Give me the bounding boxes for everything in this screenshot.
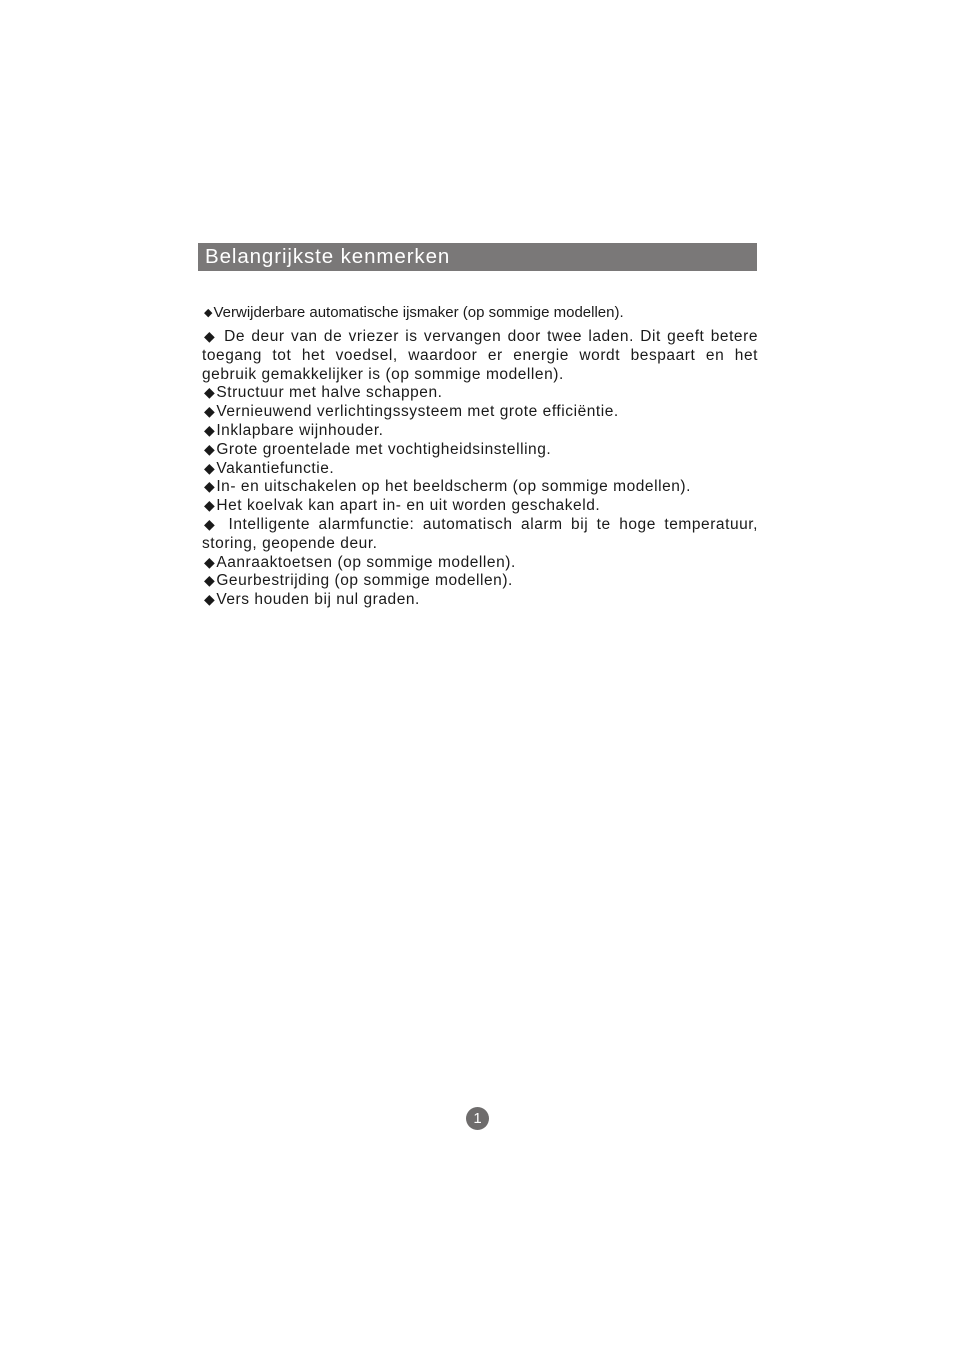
feature-item-wine-holder bbox=[202, 422, 758, 441]
feature-item-fridge-switch bbox=[202, 497, 758, 516]
diamond-bullet-icon: ◆ bbox=[204, 554, 216, 571]
feature-list bbox=[202, 304, 758, 610]
diamond-bullet-icon: ◆ bbox=[204, 329, 217, 345]
diamond-bullet-icon: ◆ bbox=[204, 592, 216, 609]
feature-item-display-switch bbox=[202, 478, 758, 497]
diamond-bullet-icon: ◆ bbox=[204, 460, 216, 477]
section-title: Belangrijkste kenmerken bbox=[205, 244, 451, 268]
feature-item-odor-control bbox=[202, 572, 758, 591]
diamond-bullet-icon: ◆ bbox=[204, 441, 216, 458]
feature-text: Intelligente alarmfunctie: automatisch alarm bij te hoge temperatuur, storing, geopende deur. bbox=[202, 515, 759, 552]
feature-item-half-shelves bbox=[202, 384, 758, 403]
diamond-bullet-icon: ◆ bbox=[204, 422, 216, 439]
feature-item-ice-maker bbox=[202, 304, 758, 322]
feature-item-holiday-mode bbox=[202, 460, 758, 479]
feature-text: Inklapbare wijnhouder. bbox=[216, 421, 384, 439]
feature-text: Geurbestrijding (op sommige modellen). bbox=[216, 572, 513, 590]
feature-text: Aanraaktoetsen (op sommige modellen). bbox=[216, 553, 516, 571]
diamond-bullet-icon: ◆ bbox=[204, 573, 216, 590]
feature-text: Vernieuwend verlichtingssysteem met grote efficiëntie. bbox=[216, 403, 619, 421]
feature-item-freezer-drawers bbox=[202, 328, 758, 384]
page-number-badge: 1 bbox=[466, 1107, 489, 1130]
feature-item-crisper-drawer bbox=[202, 441, 758, 460]
diamond-bullet-icon: ◆ bbox=[204, 479, 216, 496]
feature-item-zero-degree bbox=[202, 591, 758, 610]
diamond-bullet-icon: ◆ bbox=[204, 306, 213, 319]
feature-text: Structuur met halve schappen. bbox=[216, 384, 443, 402]
diamond-bullet-icon: ◆ bbox=[204, 404, 216, 421]
section-header-bar bbox=[198, 243, 757, 271]
feature-item-lighting bbox=[202, 403, 758, 422]
feature-text: De deur van de vriezer is vervangen door twee laden. Dit geeft betere toegang tot het voedsel, waardoor er energie wordt bespaart en het gebruik gemakkelijker is (op sommige modellen). bbox=[202, 328, 758, 383]
diamond-bullet-icon: ◆ bbox=[204, 498, 216, 515]
feature-text: Verwijderbare automatische ijsmaker (op sommige modellen). bbox=[213, 304, 624, 321]
feature-text: In- en uitschakelen op het beeldscherm (op sommige modellen). bbox=[216, 478, 691, 496]
feature-item-alarm bbox=[202, 516, 758, 554]
feature-text: Vers houden bij nul graden. bbox=[216, 591, 420, 609]
feature-text: Het koelvak kan apart in- en uit worden geschakeld. bbox=[216, 497, 601, 515]
feature-text: Vakantiefunctie. bbox=[216, 459, 335, 477]
diamond-bullet-icon: ◆ bbox=[204, 516, 219, 533]
feature-item-touch-keys bbox=[202, 554, 758, 573]
diamond-bullet-icon: ◆ bbox=[204, 385, 216, 402]
feature-text: Grote groentelade met vochtigheidsinstelling. bbox=[216, 440, 552, 458]
